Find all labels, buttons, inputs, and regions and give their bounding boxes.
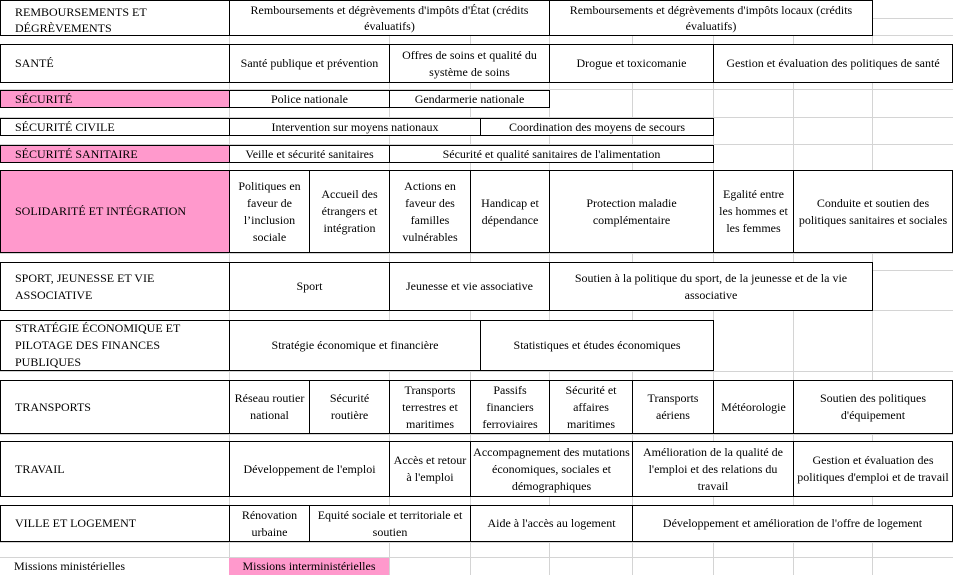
program-cell[interactable]: Actions en faveur des familles vulnérables	[389, 170, 471, 253]
row-divider	[0, 371, 953, 372]
mission-label[interactable]: REMBOURSEMENTS ET DÉGRÈVEMENTS	[0, 0, 230, 36]
program-cell[interactable]: Handicap et dépendance	[470, 170, 550, 253]
program-cell[interactable]: Accompagnement des mutations économiques, sociales et démographiques	[470, 441, 633, 497]
program-cell[interactable]: Développement de l'emploi	[229, 441, 390, 497]
program-cell[interactable]: Coordination des moyens de secours	[480, 118, 714, 136]
program-cell[interactable]: Remboursements et dégrèvements d'impôts locaux (crédits évaluatifs)	[549, 0, 873, 36]
program-cell[interactable]: Développement et amélioration de l'offre de logement	[632, 505, 953, 542]
program-cell[interactable]: Statistiques et études économiques	[480, 320, 714, 371]
program-cell[interactable]: Remboursements et dégrèvements d'impôts d'État (crédits évaluatifs)	[229, 0, 550, 36]
mission-label[interactable]: SÉCURITÉ	[0, 90, 230, 108]
program-cell[interactable]: Stratégie économique et financière	[229, 320, 481, 371]
program-cell[interactable]: Equité sociale et territoriale et soutien	[309, 505, 471, 542]
mission-label[interactable]: SANTÉ	[0, 44, 230, 83]
mission-label[interactable]: SPORT, JEUNESSE ET VIE ASSOCIATIVE	[0, 262, 230, 311]
program-cell[interactable]: Transports terrestres et maritimes	[389, 380, 471, 434]
program-cell[interactable]: Santé publique et prévention	[229, 44, 390, 83]
row-divider	[0, 434, 953, 435]
row-divider	[0, 542, 953, 543]
program-cell[interactable]: Jeunesse et vie associative	[389, 262, 550, 311]
program-cell[interactable]: Veille et sécurité sanitaires	[229, 145, 390, 163]
row-divider	[0, 253, 953, 254]
program-cell[interactable]: Protection maladie complémentaire	[549, 170, 714, 253]
program-cell[interactable]: Transports aériens	[632, 380, 714, 434]
program-cell[interactable]: Soutien des politiques d'équipement	[793, 380, 953, 434]
program-cell[interactable]: Drogue et toxicomanie	[549, 44, 714, 83]
program-cell[interactable]: Météorologie	[713, 380, 794, 434]
missions-interministerielles-label[interactable]: Missions interministérielles	[229, 558, 389, 575]
program-cell[interactable]: Rénovation urbaine	[229, 505, 310, 542]
program-cell[interactable]: Offres de soins et qualité du système de soins	[389, 44, 550, 83]
mission-label[interactable]: SÉCURITÉ SANITAIRE	[0, 145, 230, 163]
program-cell[interactable]: Soutien à la politique du sport, de la jeunesse et de la vie associative	[549, 262, 873, 311]
program-cell[interactable]: Gendarmerie nationale	[389, 90, 550, 108]
program-cell[interactable]: Accès et retour à l'emploi	[389, 441, 471, 497]
program-cell[interactable]: Aide à l'accès au logement	[470, 505, 633, 542]
program-cell[interactable]: Police nationale	[229, 90, 390, 108]
program-cell[interactable]: Amélioration de la qualité de l'emploi et des relations du travail	[632, 441, 794, 497]
program-cell[interactable]: Gestion et évaluation des politiques d'emploi et de travail	[793, 441, 953, 497]
mission-label[interactable]: TRAVAIL	[0, 441, 230, 497]
program-cell[interactable]: Gestion et évaluation des politiques de santé	[713, 44, 953, 83]
program-cell[interactable]: Egalité entre les hommes et les femmes	[713, 170, 794, 253]
program-cell[interactable]: Sécurité et qualité sanitaires de l'alimentation	[389, 145, 714, 163]
program-cell[interactable]: Sécurité et affaires maritimes	[549, 380, 633, 434]
program-cell[interactable]: Sport	[229, 262, 390, 311]
program-cell[interactable]: Réseau routier national	[229, 380, 310, 434]
program-cell[interactable]: Conduite et soutien des politiques sanitaires et sociales	[793, 170, 953, 253]
mission-label[interactable]: STRATÉGIE ÉCONOMIQUE ET PILOTAGE DES FINANCES PUBLIQUES	[0, 320, 230, 371]
program-cell[interactable]: Sécurité routière	[309, 380, 390, 434]
program-cell[interactable]: Accueil des étrangers et intégration	[309, 170, 390, 253]
program-cell[interactable]: Intervention sur moyens nationaux	[229, 118, 481, 136]
program-cell[interactable]: Politiques en faveur de l’inclusion sociale	[229, 170, 310, 253]
missions-ministerielles-label[interactable]: Missions ministérielles	[14, 559, 125, 573]
program-cell[interactable]: Passifs financiers ferroviaires	[470, 380, 550, 434]
mission-label[interactable]: VILLE ET LOGEMENT	[0, 505, 230, 542]
mission-label[interactable]: SÉCURITÉ CIVILE	[0, 118, 230, 136]
mission-label[interactable]: SOLIDARITÉ ET INTÉGRATION	[0, 170, 230, 253]
mission-label[interactable]: TRANSPORTS	[0, 380, 230, 434]
